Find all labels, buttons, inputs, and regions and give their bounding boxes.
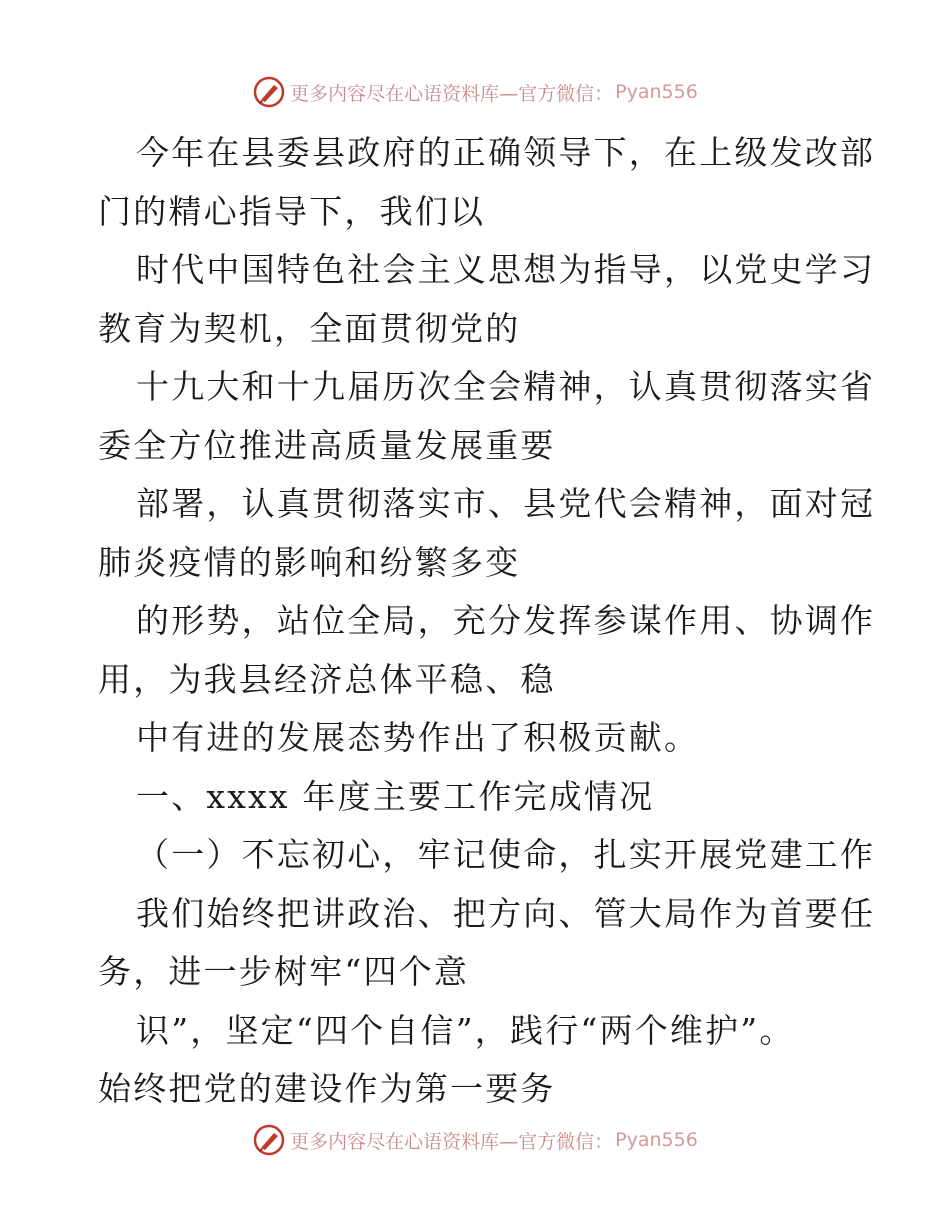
- text-line: 教育为契机，全面贯彻党的: [98, 308, 521, 348]
- text-line: 门的精心指导下，我们以: [98, 191, 486, 231]
- footer-watermark: [0, 1120, 950, 1160]
- text-line: 部署，认真贯彻落实市、县党代会精神，面对冠: [136, 484, 876, 523]
- text-line: 识”，坚定“四个自信”，践行“两个维护”。: [136, 1010, 795, 1050]
- text-line: 委全方位推进高质量发展重要: [98, 425, 556, 465]
- text-line: （一）不忘初心，牢记使命，扎实开展党建工作: [136, 835, 876, 874]
- text-line: 我们始终把讲政治、把方向、管大局作为首要任: [136, 893, 876, 933]
- text-line: 今年在县委县政府的正确领导下，在上级发改部: [136, 133, 876, 172]
- text-line: 始终把党的建设作为第一要务: [98, 1069, 556, 1108]
- text-line: 时代中国特色社会主义思想为指导，以党史学习: [136, 250, 876, 289]
- text-line: 的形势，站位全局，充分发挥参谋作用、协调作: [136, 601, 876, 640]
- watermark-text: 更多内容尽在心语资料库—官方微信：: [290, 82, 614, 105]
- text-line: 肺炎疫情的影响和纷繁多变: [98, 542, 521, 582]
- text-line: 用，为我县经济总体平稳、稳: [98, 659, 556, 699]
- text-line: 十九大和十九届历次全会精神，认真贯彻落实省: [136, 367, 876, 406]
- pen-logo-icon: [252, 1123, 286, 1157]
- watermark-account: Pyan556: [615, 1129, 698, 1151]
- text-line: 务，进一步树牢“四个意: [98, 952, 470, 991]
- pen-logo-icon: [252, 75, 286, 109]
- document-body: [98, 124, 876, 1119]
- watermark-account: Pyan556: [615, 81, 698, 103]
- text-line: 一、xxxx 年度主要工作完成情况: [136, 776, 655, 816]
- watermark-text: 更多内容尽在心语资料库—官方微信：: [290, 1130, 614, 1153]
- text-line: 中有进的发展态势作出了积极贡献。: [136, 718, 700, 757]
- header-watermark: [0, 72, 950, 112]
